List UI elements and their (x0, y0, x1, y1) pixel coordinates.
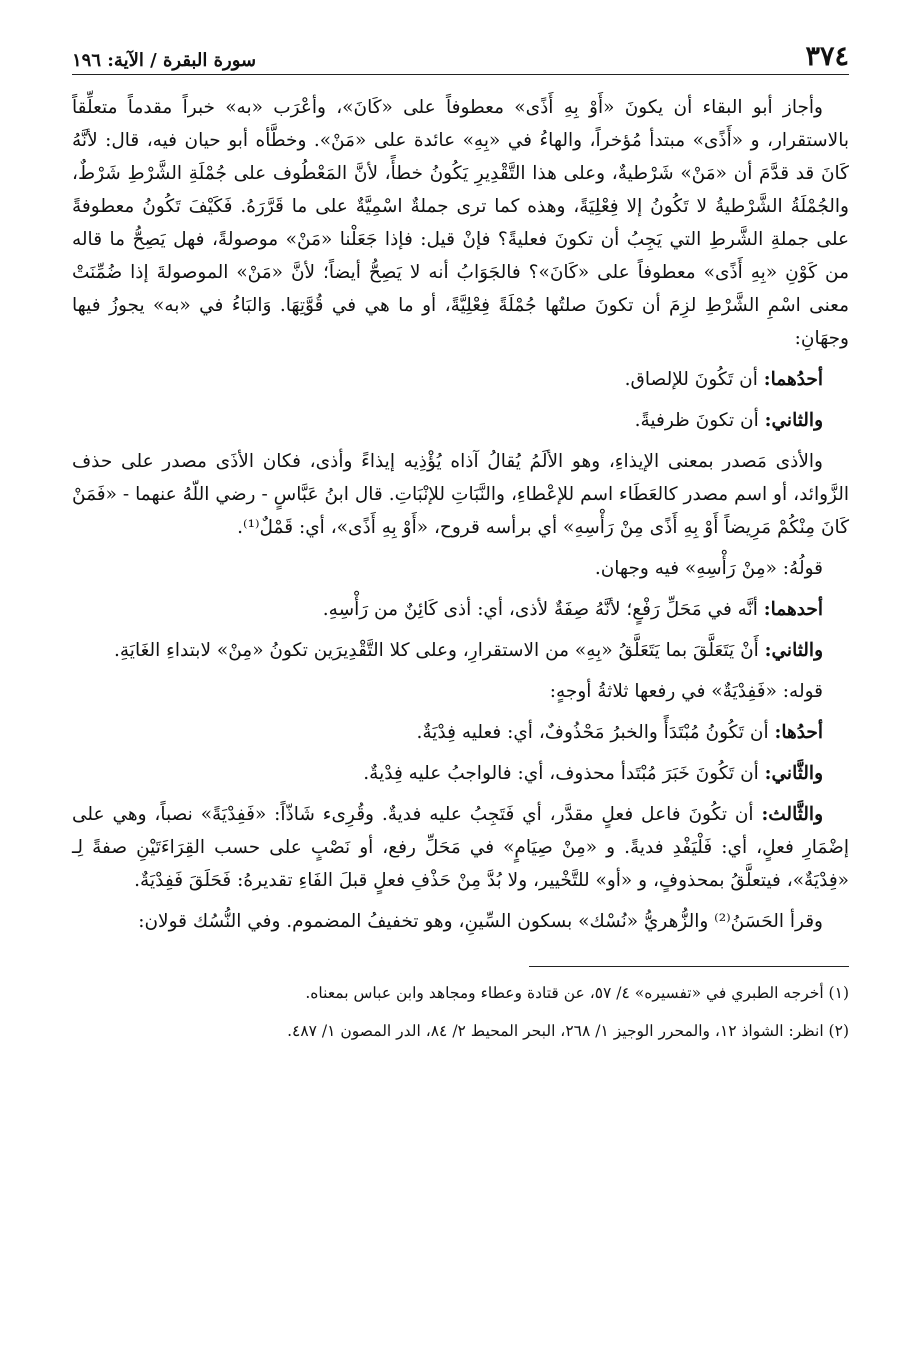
paragraph-lead: أحدُها: (774, 722, 823, 743)
paragraph (72, 445, 849, 544)
page-header (72, 40, 849, 75)
footnote: (٢) انظر: الشواذ ١٢، والمحرر الوجيز ١/ ٢٦٨، البحر المحيط ٢/ ٨٤، الدر المصون ١/ ٤٨٧. (287, 1022, 849, 1040)
running-head: سورة البقرة / الآية: ١٩٦ (72, 50, 257, 71)
main-text (72, 91, 849, 938)
paragraph-text: وأجاز أبو البقاء أن يكونَ «أَوْ بِهِ أَذًى» معطوفاً على «كَانَ»، وأعْرَب «به» خبراً مقدماً متعلِّقاً بالاستقرار، و «أَذًى» مبتدأ مُؤخراً، والهاءُ في «بِهِ» عائدة على «مَنْ». وخطَّأه أبو حيان فيه، قال: لأنَّهُ كَانَ قد قدَّمَ أن «مَنْ» شَرْطيةٌ، وعلى هذا التَّقْدِيرِ يَكُونُ خطأً، لأنَّ المَعْطُوف على جُمْلَةِ الشَّرْطِ شَرْطٌ، والجُمْلَةُ الشَّرْطيةُ لا تَكُونُ إلا فِعْلِيَةً، وهذه كما ترى جملةٌ اسْمِيَّةٌ على ما قَرَّرَهُ. فَكَيْفَ تَكُونُ معطوفةً على جملةِ الشَّرطِ التي يَجِبُ أن تكونَ فعليةً؟ فإنْ قيل: فإذا جَعَلْنا «مَنْ» موصولةً، فهل يَصِحُّ ما قاله من كَوْنِ «بِهِ أَذًى» معطوفاً على «كَانَ»؟ فالجَوَابُ أنه لا يَصِحُّ أيضاً؛ لأنَّ «مَنْ» الموصولةَ إذا ضُمِّنَتْ معنى اسْمِ الشَّرْطِ لزِمَ أن تكونَ صلتُها جُمْلَةً فِعْلِيَّةً، أو ما هي في قُوَّتِهَا. وَالبَاءُ في «به» يجوزُ فيها وجهَانِ: (72, 97, 849, 349)
paragraph-lead: والثاني: (764, 640, 823, 661)
paragraph (72, 363, 849, 396)
paragraph-text: أن تَكُونَ للإلصاق. (624, 369, 764, 390)
paragraph (72, 552, 849, 585)
paragraph (72, 634, 849, 667)
paragraph-lead: والثَّاني: (764, 763, 823, 784)
paragraph-text: أن تَكُونَ خَبَرَ مُبْتَدأ محذوف، أي: فالواجبُ عليه فِدْيةٌ. (363, 763, 765, 784)
footnote-separator (529, 966, 849, 967)
paragraph-lead: أحدهما: (763, 599, 823, 620)
paragraph-text: والأذى مَصدر بمعنى الإيذاءِ، وهو الألَمُ يُقالُ آذاه يُؤْذِيه إيذاءً وأذى، فكان الأذَى مصدر على حذف الزَّوائد، أو اسم مصدر كالعَطَاء اسم للإعْطاءِ، والنَّبَاتِ للإنْبَاتِ. قال ابنُ عَبَّاسٍ - رضي اللّهُ عنهما - «فَمَنْ كَانَ مِنْكُمْ مَرِيضاً أَوْ بِهِ أَذًى مِنْ رَأْسِهِ» أي برأسه قروح، «أَوْ بِهِ أَذًى»، أي: قَمْلٌ⁽¹⁾. (72, 451, 849, 538)
paragraph (72, 798, 849, 897)
paragraph-text: وقرأ الحَسَنُ⁽²⁾ والزُّهريُّ «نُسْك» بسكون السِّينِ، وهو تخفيفُ المضموم. وفي النُّسُك قولان: (138, 911, 823, 932)
paragraph (72, 593, 849, 626)
paragraph (72, 91, 849, 355)
paragraph (72, 905, 849, 938)
paragraph-text: أن تكُونَ فاعل فعلٍ مقدَّر، أي فَتَجِبُ عليه فديةٌ. وقُرِىء شَاذّاً: «فَفِدْيَةً» نصباً، وهي على إضْمَارِ فعلٍ، أي: فَلْيَفْدِ فديةً. و «مِنْ صِيَامٍ» في مَحَلِّ رفع، أو نَصْبٍ على حسب القِرَاءَتَيْنِ صفةً لِـ «فِدْيَةٌ»، فيتعلَّقُ بمحذوفٍ، و «أو» للتَّخْيير، ولا بُدَّ مِنْ حَذْفِ فعلٍ قبلَ الفَاءِ تقديرهُ: فَحَلَقَ فَفِدْيَةٌ. (72, 804, 849, 891)
paragraph (72, 675, 849, 708)
paragraph-text: أن تَكُونُ مُبْتَدَأً والخبرُ مَحْذُوفٌ، أي: فعليه فِدْيَةٌ. (416, 722, 775, 743)
paragraph-lead: والثَّالث: (761, 804, 823, 825)
paragraph (72, 757, 849, 790)
paragraph-text: قوله: «فَفِدْيَةٌ» في رفعها ثلاثةُ أوجهٍ: (549, 681, 823, 702)
footnote: (١) أخرجه الطبري في «تفسيره» ٤/ ٥٧، عن قتادة وعطاء ومجاهد وابن عباس بمعناه. (305, 984, 849, 1002)
page-number: ٣٧٤ (805, 41, 849, 72)
paragraph-text: قولُهُ: «مِنْ رَأْسِهِ» فيه وجهان. (594, 558, 823, 579)
paragraph (72, 716, 849, 749)
paragraph-text: أَنْ يَتَعَلَّقَ بما يَتَعَلَّقُ «بِهِ» من الاستقرارِ، وعلى كلا التَّقْدِيرَين تكونُ «مِنْ» لابتداءِ الغَايَةِ. (114, 640, 765, 661)
paragraph-lead: أحدُهما: (763, 369, 823, 390)
paragraph-lead: والثاني: (764, 410, 823, 431)
paragraph (72, 404, 849, 437)
paragraph-text: أن تكونَ ظرفيةً. (634, 410, 765, 431)
footnotes (72, 981, 849, 1043)
paragraph-text: أنَّه في مَحَلِّ رَفْعٍ؛ لأنَّهُ صِفَةٌ لأذى، أي: أذى كَائِنٌ من رَأْسِهِ. (322, 599, 764, 620)
